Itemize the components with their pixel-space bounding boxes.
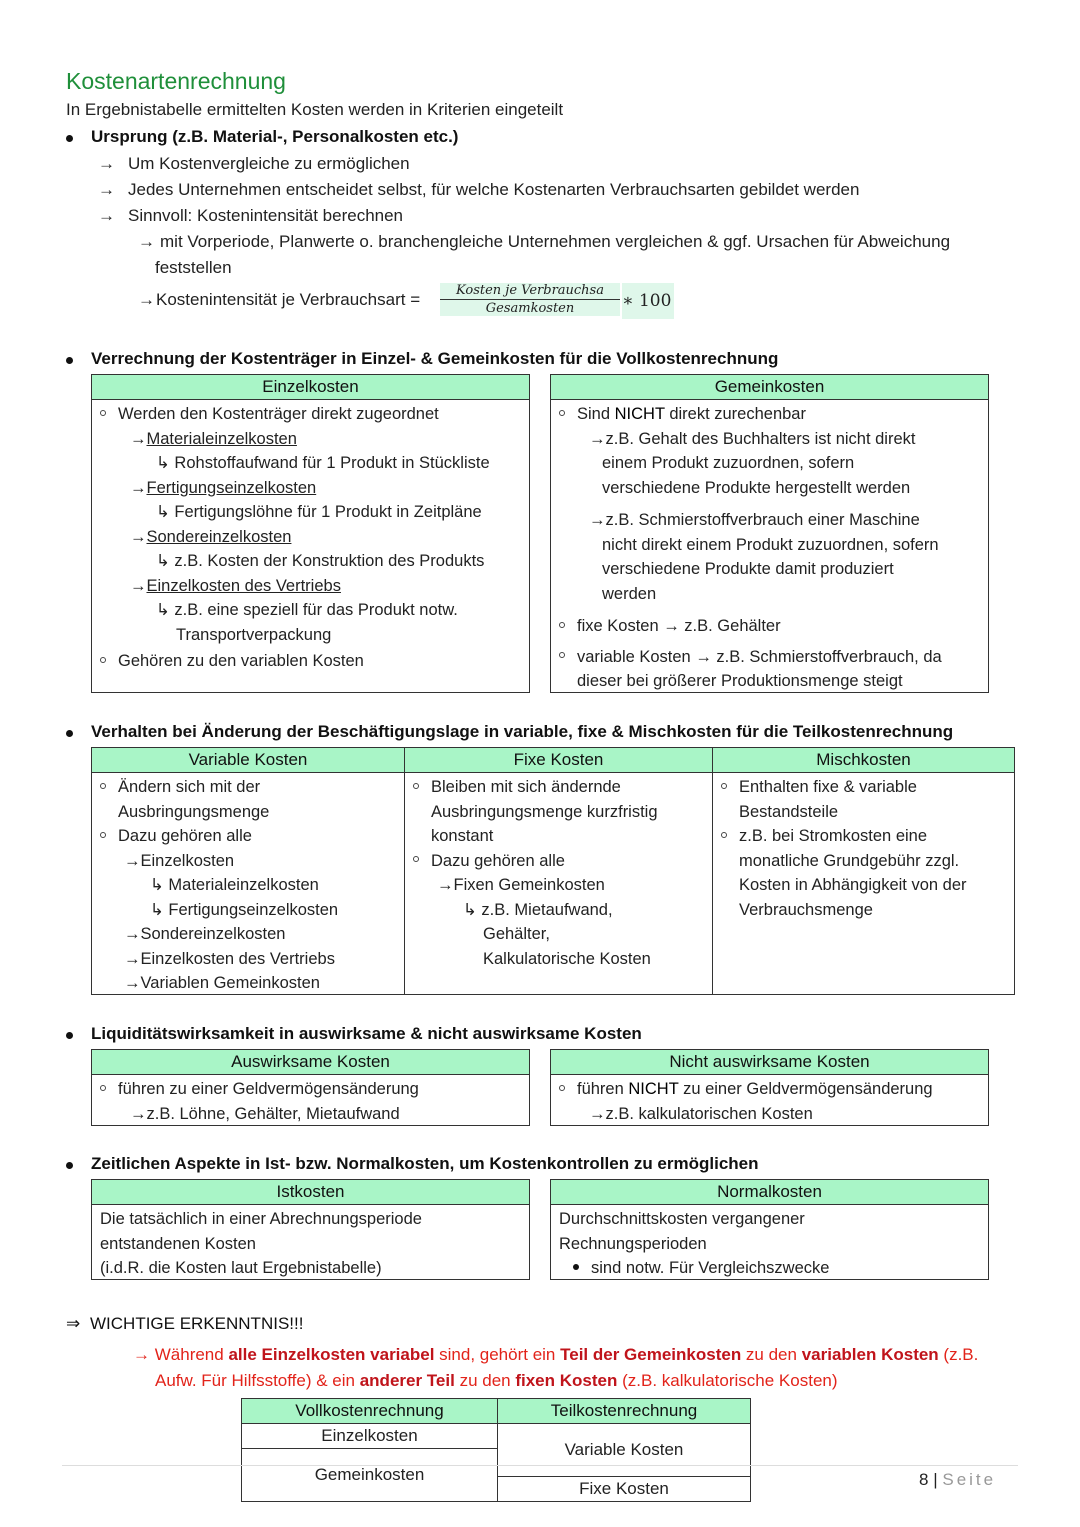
- list-item: ↳ Fertigungslöhne für 1 Produkt in Zeitpläne: [156, 503, 482, 521]
- list-item: →Einzelkosten des Vertriebs: [130, 576, 341, 595]
- list-item: einem Produkt zuzuordnen, sofern: [602, 454, 855, 472]
- list-item: werden: [602, 584, 657, 603]
- einzelkosten-header: Einzelkosten: [92, 375, 529, 400]
- table-cell: Einzelkosten: [242, 1424, 497, 1449]
- list-item: sind notw. Für Vergleichszwecke: [559, 1256, 980, 1281]
- list-item: →Fixen Gemeinkosten: [437, 876, 605, 894]
- col-teilkosten: [498, 1399, 750, 1501]
- list-item: →Einzelkosten: [124, 851, 235, 870]
- insight-text-line2: Aufw. Für Hilfsstoffe) & ein anderer Teil zu den fixen Kosten (z.B. kalkulatorische Kosten): [155, 1371, 838, 1390]
- kosten-verhalten-table: [91, 747, 1015, 995]
- list-item: Ändern sich mit der: [100, 775, 396, 800]
- formula-denominator: Gesamkosten: [485, 301, 575, 316]
- list-item: fixe Kosten → z.B. Gehälter: [559, 614, 980, 639]
- list-item: führen zu einer Geldvermögensänderung: [100, 1077, 521, 1102]
- list-item: ↳ z.B. eine speziell für das Produkt notw.: [156, 601, 458, 619]
- formula-numerator: Kosten je Verbrauchsa: [456, 283, 604, 298]
- section5-heading: Zeitlichen Aspekte in Ist- bzw. Normalkosten, um Kostenkontrollen zu ermöglichen: [91, 1154, 759, 1173]
- list-item: ↳ Fertigungseinzelkosten: [150, 900, 339, 919]
- normalkosten-box: [550, 1179, 989, 1280]
- list-item: →Sondereinzelkosten: [124, 925, 286, 943]
- arrow-item: → Um Kostenvergleiche zu ermöglichen: [98, 154, 410, 173]
- list-item: verschiedene Produkte hergestellt werden: [602, 478, 911, 497]
- formula-multiplier: ∗ 100: [622, 283, 674, 319]
- gemeinkosten-header: Gemeinkosten: [551, 375, 988, 400]
- col-variable: [92, 748, 405, 994]
- list-item: →Einzelkosten des Vertriebs: [124, 949, 335, 968]
- vollkosten-header: Vollkostenrechnung: [242, 1399, 497, 1424]
- table-cell: Gemeinkosten: [314, 1465, 425, 1484]
- col-fixe: [405, 748, 713, 994]
- footer-divider: [62, 1465, 1018, 1466]
- arrow-item: → Sinnvoll: Kostenintensität berechnen: [98, 206, 404, 225]
- formula-label: →Kostenintensität je Verbrauchsart =: [138, 290, 421, 309]
- list-item: z.B. bei Stromkosten eine: [721, 824, 1006, 849]
- list-item: variable Kosten → z.B. Schmierstoffverbrauch, da: [559, 645, 980, 670]
- text-line: Die tatsächlich in einer Abrechnungsperiode: [100, 1210, 422, 1228]
- auswirksame-box: [91, 1049, 530, 1126]
- list-item: ↳ Rohstoffaufwand für 1 Produkt in Stückliste: [156, 454, 490, 472]
- list-item: Bestandsteile: [739, 802, 839, 821]
- teilkosten-header: Teilkostenrechnung: [498, 1399, 750, 1424]
- bullet: [66, 1032, 73, 1039]
- list-item: Sind NICHT direkt zurechenbar: [559, 402, 980, 427]
- list-item: Werden den Kostenträger direkt zugeordnet: [100, 402, 521, 427]
- list-item: →Variablen Gemeinkosten: [124, 974, 320, 992]
- list-item: Kosten in Abhängigkeit von der: [739, 876, 967, 894]
- list-item: dieser bei größerer Produktionsmenge steigt: [577, 672, 903, 690]
- list-item: Verbrauchsmenge: [739, 900, 873, 919]
- table-cell: Variable Kosten: [498, 1424, 750, 1477]
- list-item: →z.B. kalkulatorischen Kosten: [589, 1104, 813, 1123]
- einzelkosten-box: [91, 374, 530, 693]
- auswirksame-header: Auswirksame Kosten: [92, 1050, 529, 1075]
- variable-header: Variable Kosten: [92, 748, 404, 773]
- list-item: Enthalten fixe & variable: [721, 775, 1006, 800]
- text-line: Durchschnittskosten vergangener: [559, 1210, 805, 1228]
- comparison-table: [241, 1398, 751, 1502]
- col-misch: [713, 748, 1014, 994]
- list-item: Bleiben mit sich ändernde: [413, 775, 704, 800]
- list-item: Dazu gehören alle: [100, 824, 396, 849]
- sub-arrow-continuation: feststellen: [155, 258, 232, 277]
- gemeinkosten-box: [550, 374, 989, 693]
- bullet: [66, 357, 73, 364]
- fixe-header: Fixe Kosten: [405, 748, 712, 773]
- nicht-auswirksame-header: Nicht auswirksame Kosten: [551, 1050, 988, 1075]
- list-item: Kalkulatorische Kosten: [483, 949, 651, 968]
- list-item: monatliche Grundgebühr zzgl.: [739, 851, 960, 870]
- list-item: →z.B. Gehalt des Buchhalters ist nicht direkt: [589, 429, 916, 448]
- list-item: Gehälter,: [483, 925, 550, 943]
- list-item: Dazu gehören alle: [413, 849, 704, 874]
- istkosten-header: Istkosten: [92, 1180, 529, 1205]
- bullet: [66, 730, 73, 737]
- list-item: →z.B. Schmierstoffverbrauch einer Maschine: [589, 511, 920, 529]
- insight-heading: ⇒ WICHTIGE ERKENNTNIS!!!: [66, 1314, 304, 1333]
- list-item: →Materialeinzelkosten: [130, 429, 297, 448]
- page-title: Kostenartenrechnung: [66, 68, 286, 94]
- list-item: ↳ z.B. Kosten der Konstruktion des Produkts: [156, 552, 485, 570]
- text-line: Rechnungsperioden: [559, 1234, 707, 1253]
- list-item: nicht direkt einem Produkt zuzuordnen, sofern: [602, 535, 939, 554]
- section3-heading: Verhalten bei Änderung der Beschäftigungslage in variable, fixe & Mischkosten für die Teilkostenrechnung: [91, 722, 954, 741]
- formula-fraction: [440, 283, 620, 316]
- bullet: [66, 1162, 73, 1169]
- intro-text: In Ergebnistabelle ermittelten Kosten werden in Kriterien eingeteilt: [66, 100, 564, 119]
- list-item: verschiedene Produkte damit produziert: [602, 560, 894, 578]
- misch-header: Mischkosten: [713, 748, 1014, 773]
- list-item: Transportverpackung: [176, 625, 332, 644]
- list-item: Gehören zu den variablen Kosten: [100, 649, 521, 674]
- normalkosten-header: Normalkosten: [551, 1180, 988, 1205]
- text-line: entstandenen Kosten: [100, 1234, 256, 1253]
- table-cell: Fixe Kosten: [579, 1479, 669, 1498]
- col-vollkosten: [242, 1399, 498, 1501]
- text-line: (i.d.R. die Kosten laut Ergebnistabelle): [100, 1259, 382, 1277]
- bullet: [66, 135, 73, 142]
- list-item: →Fertigungseinzelkosten: [130, 478, 317, 497]
- list-item: ↳ Materialeinzelkosten: [150, 876, 319, 894]
- list-item: Ausbringungsmenge: [118, 802, 270, 821]
- sub-arrow-item: → mit Vorperiode, Planwerte o. branchengleiche Unternehmen vergleichen & ggf. Ursachen für Abweichung: [138, 232, 951, 251]
- arrow-item: → Jedes Unternehmen entscheidet selbst, für welche Kostenarten Verbrauchsarten gebildet werden: [98, 180, 860, 199]
- list-item: konstant: [431, 827, 494, 845]
- list-item: ↳ z.B. Mietaufwand,: [463, 900, 613, 919]
- section2-heading: Verrechnung der Kostenträger in Einzel- & Gemeinkosten für die Vollkostenrechnung: [91, 349, 779, 368]
- section4-heading: Liquiditätswirksamkeit in auswirksame & nicht auswirksame Kosten: [91, 1024, 642, 1043]
- list-item: Ausbringungsmenge kurzfristig: [431, 802, 658, 821]
- list-item: →Sondereinzelkosten: [130, 527, 292, 546]
- section1-heading: Ursprung (z.B. Material-, Personalkosten etc.): [91, 127, 459, 146]
- istkosten-box: [91, 1179, 530, 1280]
- insight-text-line1: → Während alle Einzelkosten variabel sind, gehört ein Teil der Gemeinkosten zu den variablen Kosten (z.B.: [133, 1345, 979, 1364]
- list-item: führen NICHT zu einer Geldvermögensänderung: [559, 1077, 980, 1102]
- page-number: 8 | Seite: [919, 1470, 997, 1489]
- nicht-auswirksame-box: [550, 1049, 989, 1126]
- list-item: →z.B. Löhne, Gehälter, Mietaufwand: [130, 1104, 400, 1123]
